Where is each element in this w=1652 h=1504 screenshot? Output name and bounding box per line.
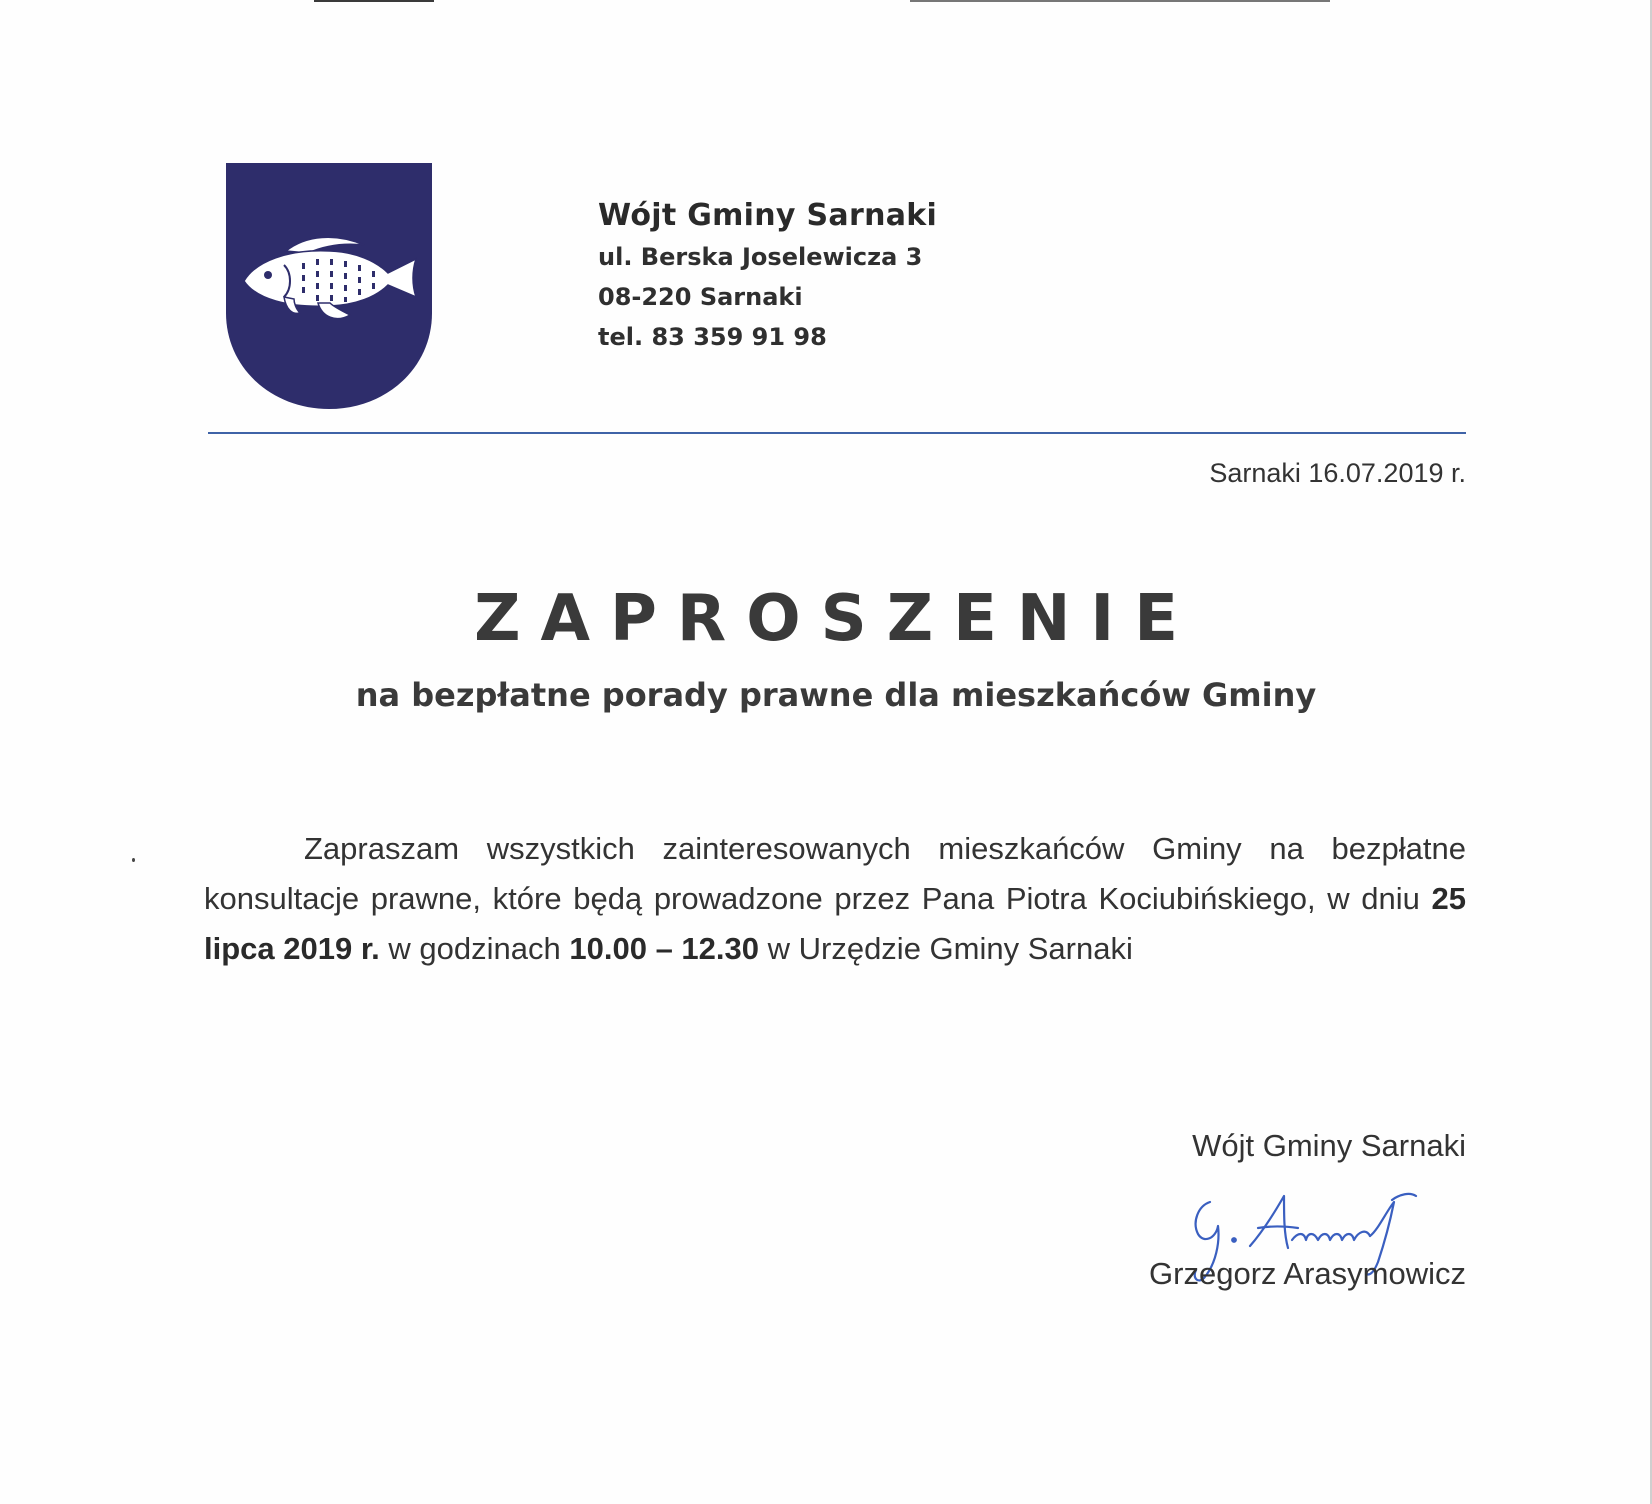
- body-text-part2: w godzinach: [379, 931, 570, 966]
- phone-number: tel. 83 359 91 98: [598, 323, 827, 351]
- scan-artifact: [314, 0, 434, 2]
- street-address: ul. Berska Joselewicza 3: [598, 243, 923, 271]
- date-line: Sarnaki 16.07.2019 r.: [1209, 458, 1466, 488]
- body-text-part1: Zapraszam wszystkich zainteresowanych mieszkańców Gminy na bezpłatne konsultacje prawne, które będą prowadzone przez Pana Piotra Kociubińskiego, w dniu: [204, 831, 1466, 916]
- event-date: 25 lipca 2019 r.: [204, 881, 1466, 966]
- letterhead: [598, 198, 937, 363]
- postal-address: 08-220 Sarnaki: [598, 283, 803, 311]
- body-text-part3: w Urzędzie Gminy Sarnaki: [759, 931, 1133, 966]
- scan-speck: [132, 858, 135, 862]
- signatory-name: Grzegorz Arasymowicz: [1149, 1256, 1466, 1291]
- fish-coat-of-arms-icon: [226, 163, 432, 409]
- event-hours: 10.00 – 12.30: [569, 931, 759, 966]
- signatory-title: Wójt Gminy Sarnaki: [1192, 1128, 1466, 1163]
- document-subtitle: na bezpłatne porady prawne dla mieszkańców Gminy: [355, 676, 1317, 714]
- body-paragraph: [204, 824, 1466, 974]
- document-title: ZAPROSZENIE: [474, 582, 1198, 656]
- scan-artifact: [910, 0, 1330, 2]
- org-name: Wójt Gminy Sarnaki: [598, 198, 938, 233]
- header-divider: [208, 432, 1466, 434]
